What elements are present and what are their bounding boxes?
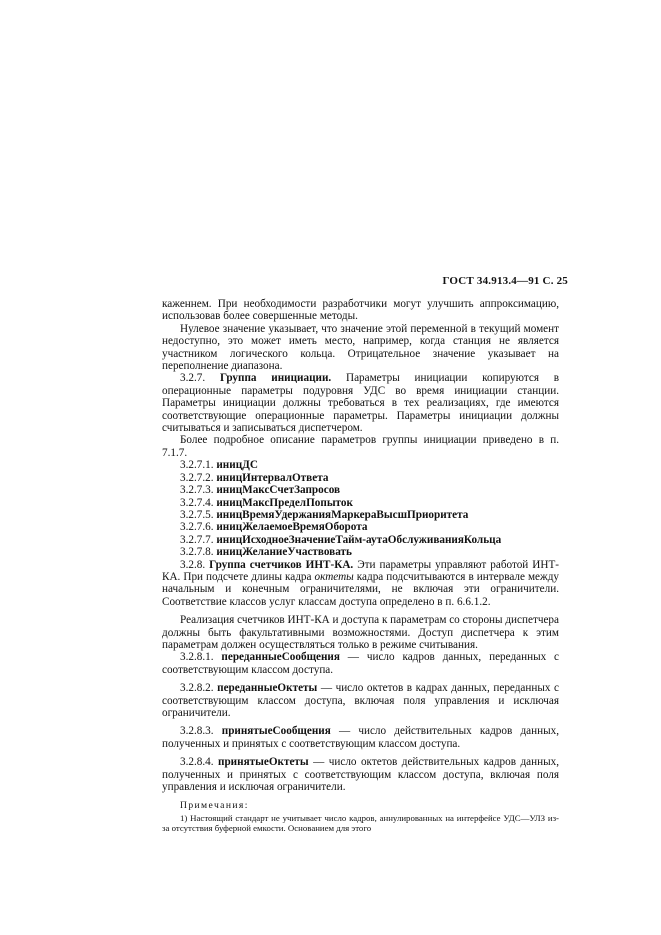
list-item: 3.2.7.5. иницВремяУдержанияМаркераВысшПриоритета: [180, 508, 469, 521]
footnote: 1) Настоящий стандарт не учитывает число кадров, аннулированных на интерфейсе УДС—УЛЗ из-за отсутствия буферной емкости. Основанием для этого: [162, 812, 559, 834]
section-title: Группа счетчиков ИНТ-КА.: [209, 558, 354, 571]
paragraph-approximation: каженнем. При необходимости разработчики могут улучшить аппроксимацию, использовав более совершенные методы.: [162, 298, 559, 323]
italic-term: октеты: [314, 570, 354, 583]
counter-item: 3.2.8.2. переданныеОктеты — число октетов в кадрах данных, переданных с соответствующим классом доступа, включая поля управления и исключая ограничители.: [162, 682, 559, 719]
counter-item: 3.2.8.1. переданныеСообщения — число кадров данных, переданных с соответствующим классом доступа.: [162, 651, 560, 676]
list-item: 3.2.7.8. иницЖеланиеУчаствовать: [180, 546, 352, 559]
section-number: 3.2.7.: [180, 372, 206, 385]
section-title: Группа инициации.: [219, 372, 332, 385]
page-body: [162, 298, 559, 834]
paragraph-counters-impl: Реализация счетчиков ИНТ-КА и доступа к параметрам со стороны диспетчера должны быть факультативными возможностями. Доступ диспетчера к этим параметрам должен осуществляться только в режиме считывания.: [162, 614, 559, 651]
paragraph-init-reference: Более подробное описание параметров группы инициации приведено в п. 7.1.7.: [162, 434, 559, 459]
section-3-2-8: 3.2.8. Группа счетчиков ИНТ-КА. Эти параметры управляют работой ИНТ-КА. При подсчете длины кадра октеты кадра подсчитываются в интервале между начальным и конечным ограничителями, не включая эти ограничители. Соответствие классов услуг классам доступа определено в п. 6.6.1.2.: [162, 558, 560, 608]
section-number: 3.2.8.: [180, 558, 206, 571]
list-item: 3.2.7.3. иницМаксСчетЗапросов: [180, 484, 341, 497]
section-3-2-7: [162, 372, 559, 434]
list-item: 3.2.7.1. иницДС: [180, 459, 258, 472]
counter-item: 3.2.8.3. принятыеСообщения — число действительных кадров данных, полученных и принятых с соответствующим классом доступа.: [162, 725, 559, 750]
list-item: 3.2.7.6. иницЖелаемоеВремяОборота: [180, 521, 368, 534]
init-parameter-list: [162, 459, 559, 558]
list-item: 3.2.7.7. иницИсходноеЗначениеТайм-аутаОбслуживанияКольца: [180, 533, 502, 546]
section-text: Параметры инициации копируются в операционные параметры подуровня УДС во время инициации станции. Параметры инициации должны требоваться в тех реализациях, где имеются соответствующие операционные параметры. Параметры инициации должны считываться и записываться диспетчером.: [162, 372, 560, 435]
counter-item: 3.2.8.4. принятыеОктеты — число октетов действительных кадров данных, полученных и принятых с соответствующим классом доступа, включая поля управления и исключая ограничители.: [162, 756, 560, 794]
list-item: 3.2.7.4. иницМаксПределПопыток: [180, 496, 353, 509]
running-header: ГОСТ 34.913.4—91 С. 25: [442, 275, 568, 287]
list-item: 3.2.7.2. иницИнтервалОтвета: [180, 471, 329, 484]
notes-title: Примечания:: [180, 800, 249, 812]
paragraph-zero-value: Нулевое значение указывает, что значение этой переменной в текущий момент недоступно, это может иметь место, например, когда станция не является участником логического кольца. Отрицательное значение указывает на переполнение диапазона.: [162, 322, 559, 373]
